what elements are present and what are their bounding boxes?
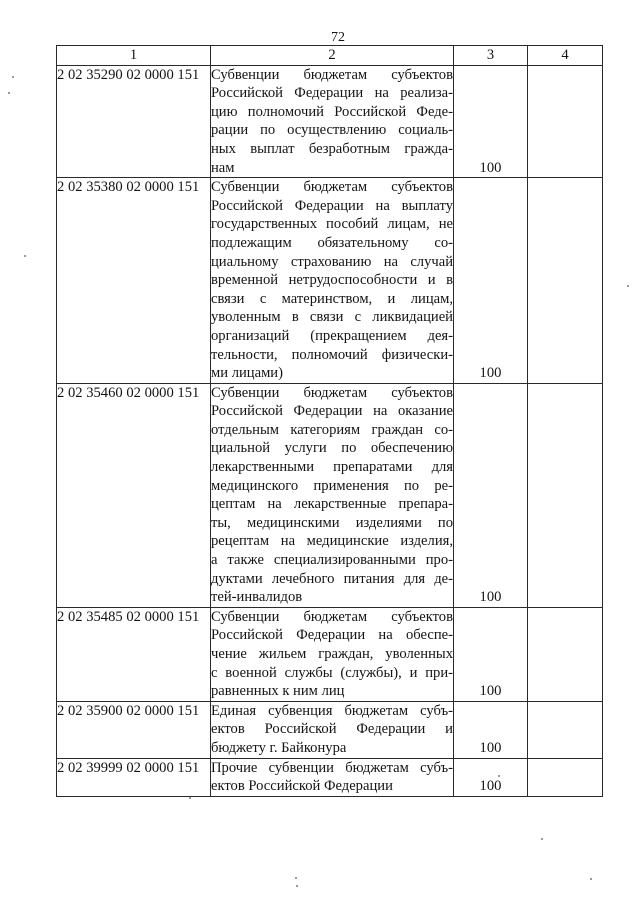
percent-value-cell: 100: [454, 701, 528, 758]
scan-speck: [295, 877, 297, 879]
column-4-cell: [528, 65, 603, 178]
scan-speck: [541, 838, 543, 840]
revenue-name-line: уволенным в связи с ликвидацией: [211, 309, 453, 326]
revenue-name-cell: [211, 758, 454, 796]
revenue-name-line: чение жильем граждан, уволенных: [211, 646, 453, 662]
revenue-name-line: Российской Федерации на выплату: [211, 197, 453, 214]
column-header: 3: [454, 46, 528, 66]
revenue-name-cell: [211, 701, 454, 758]
revenue-name-line: циальной услуги по обеспечению: [211, 440, 453, 457]
revenue-name-line: цептам на лекарственные препара-: [211, 496, 453, 513]
budget-code-cell: 2 02 39999 02 0000 151: [57, 758, 211, 796]
table-row: [57, 65, 603, 178]
revenue-name-line: Российской Федерации на оказание: [211, 403, 453, 420]
revenue-name-line: Российской Федерации на реализа-: [211, 85, 453, 102]
table-row: [57, 383, 603, 607]
revenue-name-line: тельности, полномочий физически-: [211, 346, 453, 363]
revenue-name-line: Прочие субвенции бюджетам субъ-: [211, 759, 453, 776]
revenue-name-line: государственных пособий лицам, не: [211, 216, 453, 233]
revenue-name-line: ми лицами): [211, 365, 283, 382]
revenue-name-line: связи с материнством, и лицам,: [211, 290, 453, 307]
revenue-name-cell: [211, 383, 454, 607]
scan-speck: [12, 76, 14, 78]
revenue-name-line: с военной службы (службы), и при-: [211, 664, 453, 681]
table-row: [57, 701, 603, 758]
table-row: [57, 758, 603, 796]
percent-value-cell: 100: [454, 607, 528, 701]
revenue-name-line: Субвенции бюджетам субъектов: [211, 179, 453, 196]
table-row: [57, 178, 603, 384]
revenue-name-line: нам: [211, 159, 235, 176]
column-4-cell: [528, 383, 603, 607]
page-number: 72: [331, 30, 345, 45]
scan-speck: [590, 878, 592, 880]
table-header-row: [57, 46, 603, 66]
revenue-name-line: равненных к ним лиц: [211, 683, 345, 700]
budget-code-cell: 2 02 35900 02 0000 151: [57, 701, 211, 758]
revenue-name-line: дуктами лечебного питания для де-: [211, 570, 453, 587]
revenue-name-line: бюджету г. Байконура: [211, 739, 347, 756]
scan-speck: [627, 285, 629, 287]
revenue-name-cell: [211, 178, 454, 384]
revenue-name-line: организаций (прекращением дея-: [211, 327, 453, 344]
scan-speck: [189, 797, 191, 799]
column-header: 2: [211, 46, 454, 66]
percent-value-cell: 100: [454, 178, 528, 384]
column-4-cell: [528, 607, 603, 701]
revenue-name-cell: [211, 607, 454, 701]
revenue-name-line: ных выплат безработным гражда-: [211, 140, 453, 157]
budget-revenue-table: [56, 45, 603, 797]
revenue-name-line: подлежащим обязательному со-: [211, 234, 453, 251]
column-4-cell: [528, 178, 603, 384]
percent-value-cell: 100: [454, 65, 528, 178]
budget-code-cell: 2 02 35380 02 0000 151: [57, 178, 211, 384]
budget-code-cell: 2 02 35460 02 0000 151: [57, 383, 211, 607]
column-4-cell: [528, 701, 603, 758]
revenue-name-line: отдельным категориям граждан со-: [211, 421, 453, 438]
column-4-cell: [528, 758, 603, 796]
revenue-name-line: Субвенции бюджетам субъектов: [211, 66, 453, 83]
column-header: 4: [528, 46, 603, 66]
percent-value-cell: 100: [454, 383, 528, 607]
revenue-name-line: ектов Российской Федерации: [211, 778, 393, 795]
revenue-name-line: а также специализированными про-: [211, 552, 453, 569]
revenue-name-line: временной нетрудоспособности и в: [211, 272, 453, 289]
revenue-name-cell: [211, 65, 454, 178]
budget-code-cell: 2 02 35485 02 0000 151: [57, 607, 211, 701]
revenue-name-line: ектов Российской Федерации и: [211, 721, 453, 738]
revenue-name-line: тей-инвалидов: [211, 589, 303, 606]
scan-speck: [24, 255, 26, 257]
scan-speck: [296, 885, 298, 887]
scan-speck: [8, 92, 10, 94]
revenue-name-line: рецептам на медицинские изделия,: [211, 533, 453, 550]
revenue-name-line: Субвенции бюджетам субъектов: [211, 384, 453, 401]
table-row: [57, 607, 603, 701]
revenue-name-line: Единая субвенция бюджетам субъ-: [211, 702, 453, 719]
revenue-name-line: цию полномочий Российской Федe-: [211, 103, 453, 120]
revenue-name-line: Субвенции бюджетам субъектов: [211, 608, 453, 625]
revenue-name-line: Российской Федерации на обеспе-: [211, 627, 453, 644]
revenue-name-line: циальному страхованию на случай: [211, 253, 453, 270]
revenue-name-line: рации по осуществлению социаль-: [211, 122, 453, 139]
column-header: 1: [57, 46, 211, 66]
revenue-name-line: медицинского применения по ре-: [211, 477, 453, 494]
budget-code-cell: 2 02 35290 02 0000 151: [57, 65, 211, 178]
revenue-name-line: ты, медицинскими изделиями по: [211, 514, 453, 531]
percent-value-cell: 100: [454, 758, 528, 796]
revenue-name-line: лекарственными препаратами для: [211, 459, 453, 476]
scan-speck: [498, 775, 500, 777]
